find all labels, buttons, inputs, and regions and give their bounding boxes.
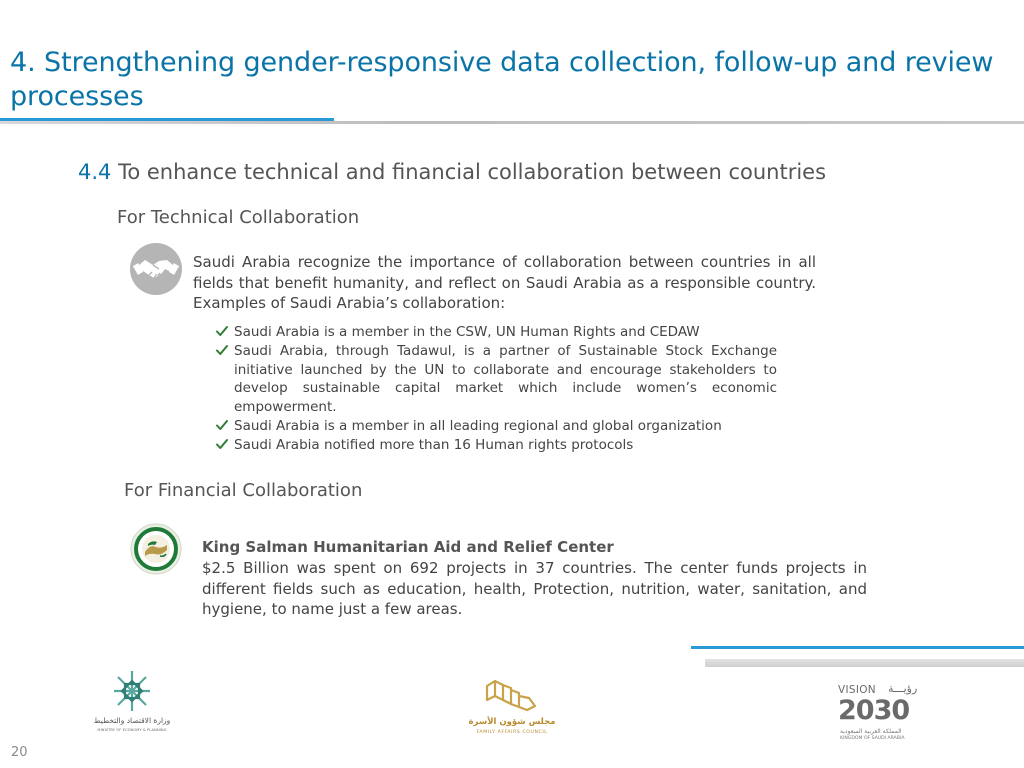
checkmark-icon [215,418,229,432]
financial-paragraph: $2.5 Billion was spent on 692 projects in 37 countries. The center funds projects in different fields such as education, health, Protection, nutrition, water, sanitation, and hygiene, to name just a few areas. [202,559,867,618]
ministry-name-ar: وزارة الاقتصاد والتخطيط [93,716,171,725]
bullet-text: Saudi Arabia is a member in all leading regional and global organization [234,417,722,434]
family-council-emblem-icon [463,676,561,716]
title-divider [0,121,1024,124]
financial-collaboration-label: For Financial Collaboration [124,480,363,501]
ministry-name-en: MINISTRY OF ECONOMY & PLANNING [97,728,167,732]
checkmark-icon [215,324,229,338]
checkmark-icon [215,343,229,357]
vision-2030-logo [836,684,924,744]
page-number: 20 [11,745,28,760]
subheading-text: To enhance technical and financial collaboration between countries [111,160,827,184]
family-affairs-council-logo [463,676,561,738]
section-subheading [78,160,826,184]
bullet-text: Saudi Arabia, through Tadawul, is a partner of Sustainable Stock Exchange initiative launched by the UN to collaborate and encourage stakeholders to develop sustainable capital market which include women’s economic empowerment. [234,342,777,416]
ministry-economy-planning-logo [92,665,172,735]
vision-year: 2030 [838,695,910,726]
technical-collaboration-label: For Technical Collaboration [117,207,360,228]
footer-divider [705,659,1024,667]
list-item [215,342,777,417]
list-item [215,323,777,342]
family-council-name-en: FAMILY AFFAIRS COUNCIL [476,730,548,735]
technical-paragraph: Saudi Arabia recognize the importance of collaboration between countries in all fields that benefit humanity, and reflect on Saudi Arabia as a responsible country. Examples of Saudi Arabia’s collaboration: [193,253,816,312]
kingdom-name-ar: المملكة العربية السعودية [840,728,902,735]
ksrelief-logo [130,523,182,575]
list-item [215,417,777,436]
slide-title: 4. Strengthening gender-responsive data collection, follow-up and review processes [10,47,994,112]
checkmark-icon [215,437,229,451]
footer-accent-line [691,646,1024,649]
family-council-name-ar: مجلس شؤون الأسرة [468,717,556,727]
relief-center-name: King Salman Humanitarian Aid and Relief Center [202,538,614,556]
bullet-text: Saudi Arabia notified more than 16 Human rights protocols [234,436,634,453]
handshake-icon [129,242,183,296]
bullet-text: Saudi Arabia is a member in the CSW, UN Human Rights and CEDAW [234,324,700,340]
kingdom-name-en: KINGDOM OF SAUDI ARABIA [840,736,905,741]
vision-word: VISION [838,684,876,696]
technical-bullet-list [215,323,777,455]
ministry-emblem-icon [92,665,172,715]
vision-word-ar: رؤيـــة [888,682,918,695]
list-item [215,436,777,455]
subheading-number: 4.4 [78,160,112,184]
